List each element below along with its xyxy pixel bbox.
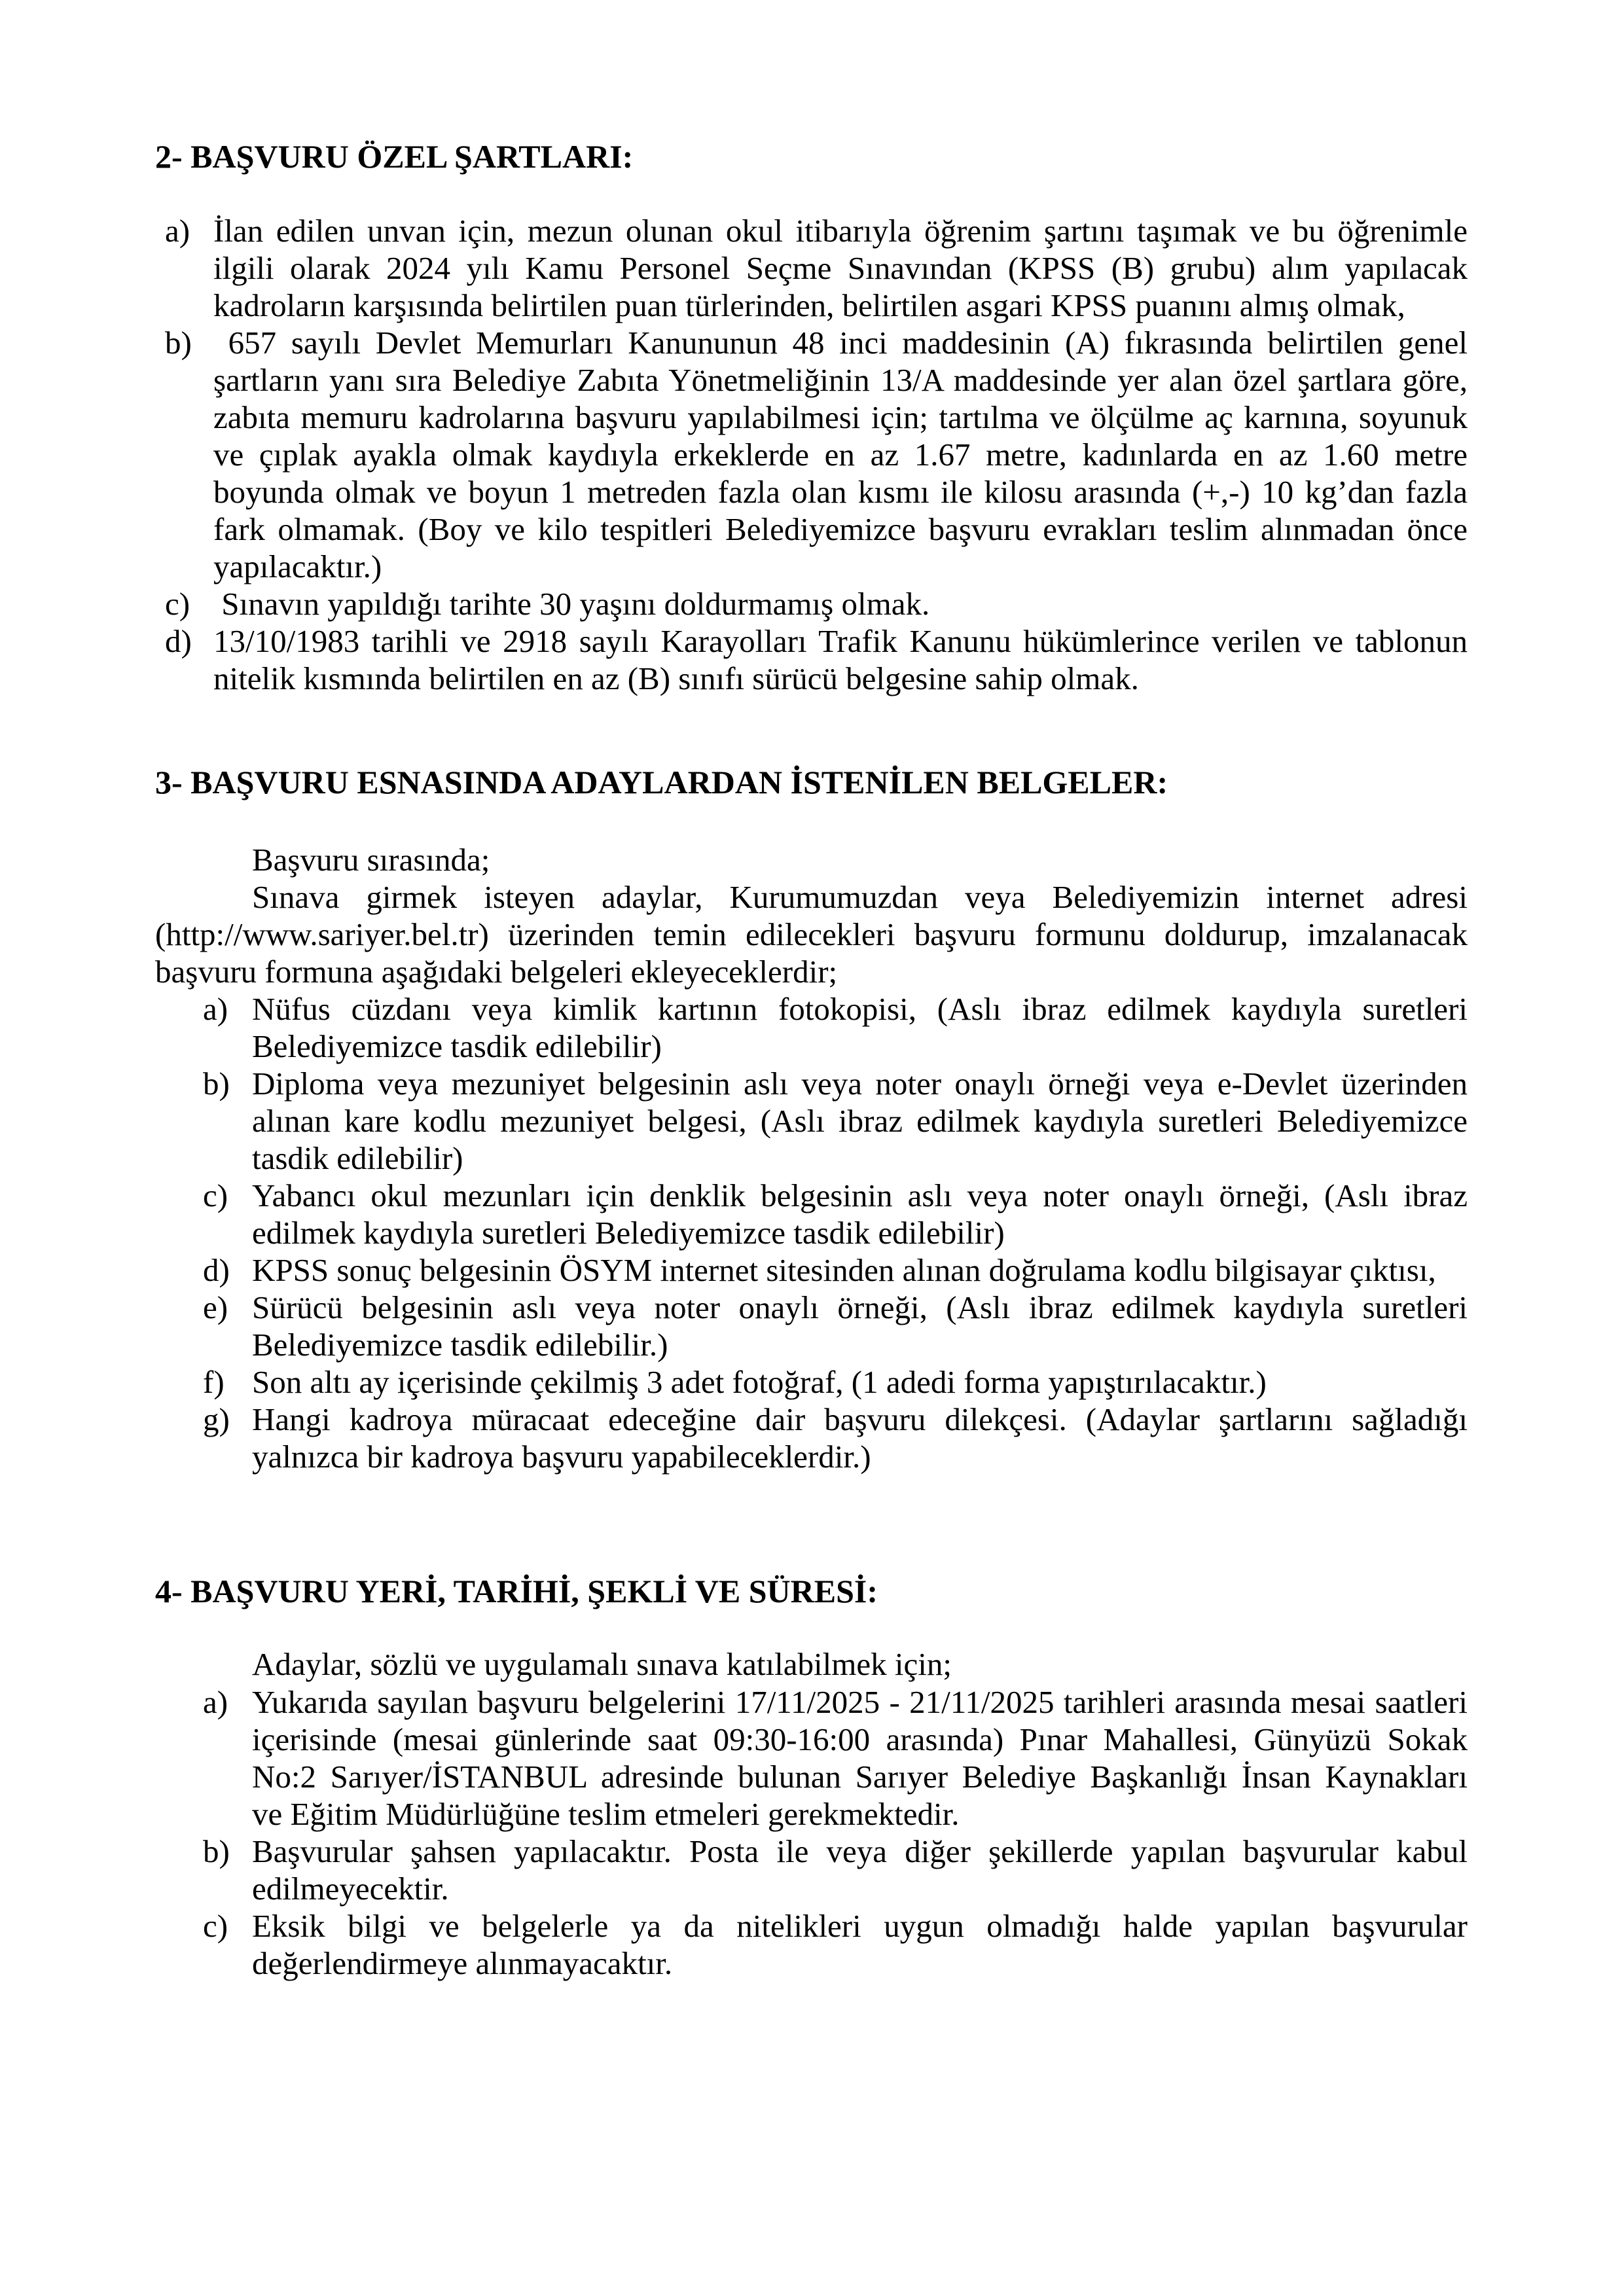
list-marker: c) bbox=[165, 586, 190, 622]
list-marker: g) bbox=[203, 1401, 230, 1437]
list-marker: f) bbox=[203, 1364, 225, 1400]
list-item-3a bbox=[155, 990, 1468, 1065]
list-item-3b bbox=[155, 1065, 1468, 1177]
line: Eksik bilgi ve belgelerle ya da nitelikleri uygun olmadığı halde yapılan başvurular bbox=[252, 1908, 1468, 1944]
line: 13/10/1983 tarihli ve 2918 sayılı Karayolları Trafik Kanunu hükümlerince verilen ve tablonun bbox=[213, 623, 1468, 659]
section-3-list bbox=[155, 990, 1468, 1475]
section-2-heading: 2- BAŞVURU ÖZEL ŞARTLARI: bbox=[155, 138, 634, 175]
line: şartların yanı sıra Belediye Zabıta Yönetmeliğinin 13/A maddesinde yer alan özel şartlara göre, bbox=[213, 362, 1468, 398]
line: yapılacaktır.) bbox=[213, 548, 382, 584]
list-marker: c) bbox=[203, 1177, 228, 1213]
list-marker: e) bbox=[203, 1289, 228, 1325]
line: Yukarıda sayılan başvuru belgelerini 17/11/2025 - 21/11/2025 tarihleri arasında mesai saatleri bbox=[252, 1684, 1468, 1720]
line: Sürücü belgesinin aslı veya noter onaylı örneği, (Aslı ibraz edilmek kaydıyla suretleri bbox=[252, 1289, 1468, 1325]
line: 657 sayılı Devlet Memurları Kanununun 48 inci maddesinin (A) fıkrasında belirtilen genel bbox=[213, 325, 1468, 361]
line: Yabancı okul mezunları için denklik belgesinin aslı veya noter onaylı örneği, (Aslı ibraz bbox=[252, 1177, 1468, 1213]
line: Diploma veya mezuniyet belgesinin aslı veya noter onaylı örneği veya e-Devlet üzerinden bbox=[252, 1066, 1468, 1102]
list-marker: d) bbox=[203, 1252, 230, 1288]
list-item-3d bbox=[155, 1251, 1468, 1289]
list-marker: a) bbox=[203, 1684, 228, 1720]
line: boyunda olmak ve boyun 1 metreden fazla olan kısmı ile kilosu arasında (+,-) 10 kg’dan fazla bbox=[213, 474, 1468, 510]
line: alınan kare kodlu mezuniyet belgesi, (Aslı ibraz edilmek kaydıyla suretleri Belediyemizce bbox=[252, 1103, 1468, 1139]
line: ve Eğitim Müdürlüğüne teslim etmeleri gerekmektedir. bbox=[252, 1796, 960, 1832]
line: İlan edilen unvan için, mezun olunan okul itibarıyla öğrenim şartını taşımak ve bu öğrenimle bbox=[213, 213, 1468, 249]
section-4-list bbox=[155, 1683, 1468, 1982]
line: Belediyemizce tasdik edilebilir) bbox=[252, 1028, 662, 1064]
list-item-3g bbox=[155, 1401, 1468, 1475]
list-item-2c bbox=[165, 585, 1468, 622]
intro-line: Adaylar, sözlü ve uygulamalı sınava katılabilmek için; bbox=[252, 1646, 952, 1682]
intro-line: Sınava girmek isteyen adaylar, Kurumumuzdan veya Belediyemizin internet adresi bbox=[252, 879, 1468, 915]
line: Sınavın yapıldığı tarihte 30 yaşını doldurmamış olmak. bbox=[213, 586, 930, 622]
list-item-4b bbox=[155, 1833, 1468, 1907]
intro-line: başvuru formuna aşağıdaki belgeleri ekleyeceklerdir; bbox=[155, 954, 838, 990]
list-marker: c) bbox=[203, 1908, 228, 1944]
section-2-list bbox=[165, 212, 1468, 697]
line: tasdik edilebilir) bbox=[252, 1140, 463, 1176]
line: Son altı ay içerisinde çekilmiş 3 adet fotoğraf, (1 adedi forma yapıştırılacaktır.) bbox=[252, 1364, 1267, 1400]
line: içerisinde (mesai günlerinde saat 09:30-16:00 arasında) Pınar Mahallesi, Günyüzü Sokak bbox=[252, 1721, 1468, 1757]
line: ilgili olarak 2024 yılı Kamu Personel Seçme Sınavından (KPSS (B) grubu) alım yapılacak bbox=[213, 250, 1468, 286]
line: değerlendirmeye alınmayacaktır. bbox=[252, 1945, 673, 1981]
line: zabıta memuru kadrolarına başvuru yapılabilmesi için; tartılma ve ölçülme aç karnına, soyunuk bbox=[213, 399, 1468, 435]
list-item-3c bbox=[155, 1177, 1468, 1251]
line: edilmek kaydıyla suretleri Belediyemizce tasdik edilebilir) bbox=[252, 1215, 1005, 1251]
line: KPSS sonuç belgesinin ÖSYM internet sitesinden alınan doğrulama kodlu bilgisayar çıktısı, bbox=[252, 1252, 1436, 1288]
list-marker: b) bbox=[203, 1066, 230, 1102]
line: kadroların karşısında belirtilen puan türlerinden, belirtilen asgari KPSS puanını almış olmak, bbox=[213, 287, 1405, 323]
list-item-2b bbox=[165, 324, 1468, 585]
line: fark olmamak. (Boy ve kilo tespitleri Belediyemizce başvuru evrakları teslim alınmadan önce bbox=[213, 511, 1468, 547]
list-item-4c bbox=[155, 1907, 1468, 1982]
line: No:2 Sarıyer/İSTANBUL adresinde bulunan Sarıyer Belediye Başkanlığı İnsan Kaynakları bbox=[252, 1759, 1468, 1795]
list-marker: b) bbox=[165, 325, 192, 361]
list-item-4a bbox=[155, 1683, 1468, 1833]
line: Nüfus cüzdanı veya kimlik kartının fotokopisi, (Aslı ibraz edilmek kaydıyla suretleri bbox=[252, 991, 1468, 1027]
line: Başvurular şahsen yapılacaktır. Posta ile veya diğer şekillerde yapılan başvurular kabul bbox=[252, 1833, 1468, 1869]
line: Hangi kadroya müracaat edeceğine dair başvuru dilekçesi. (Adaylar şartlarını sağladığı bbox=[252, 1401, 1468, 1437]
list-item-3f bbox=[155, 1363, 1468, 1401]
list-marker: a) bbox=[203, 991, 228, 1027]
list-item-3e bbox=[155, 1289, 1468, 1363]
line: edilmeyecektir. bbox=[252, 1871, 449, 1907]
list-item-2a bbox=[165, 212, 1468, 324]
list-marker: b) bbox=[203, 1833, 230, 1869]
line: nitelik kısmında belirtilen en az (B) sınıfı sürücü belgesine sahip olmak. bbox=[213, 660, 1139, 696]
list-marker: d) bbox=[165, 623, 192, 659]
line: ve çıplak ayakla olmak kaydıyla erkeklerde en az 1.67 metre, kadınlarda en az 1.60 metre bbox=[213, 437, 1468, 473]
list-marker: a) bbox=[165, 213, 190, 249]
section-4-heading: 4- BAŞVURU YERİ, TARİHİ, ŞEKLİ VE SÜRESİ: bbox=[155, 1573, 878, 1609]
section-3-intro bbox=[155, 841, 1468, 990]
intro-line: Başvuru sırasında; bbox=[252, 842, 490, 878]
intro-line-with-website-link: (http://www.sariyer.bel.tr) üzerinden temin edilecekleri başvuru formunu doldurup, imzalanacak bbox=[155, 916, 1468, 952]
section-4-intro bbox=[155, 1645, 1468, 1683]
list-item-2d bbox=[165, 622, 1468, 697]
line: Belediyemizce tasdik edilebilir.) bbox=[252, 1327, 668, 1363]
section-3-heading: 3- BAŞVURU ESNASINDA ADAYLARDAN İSTENİLEN BELGELER: bbox=[155, 764, 1168, 800]
line: yalnızca bir kadroya başvuru yapabileceklerdir.) bbox=[252, 1439, 871, 1475]
